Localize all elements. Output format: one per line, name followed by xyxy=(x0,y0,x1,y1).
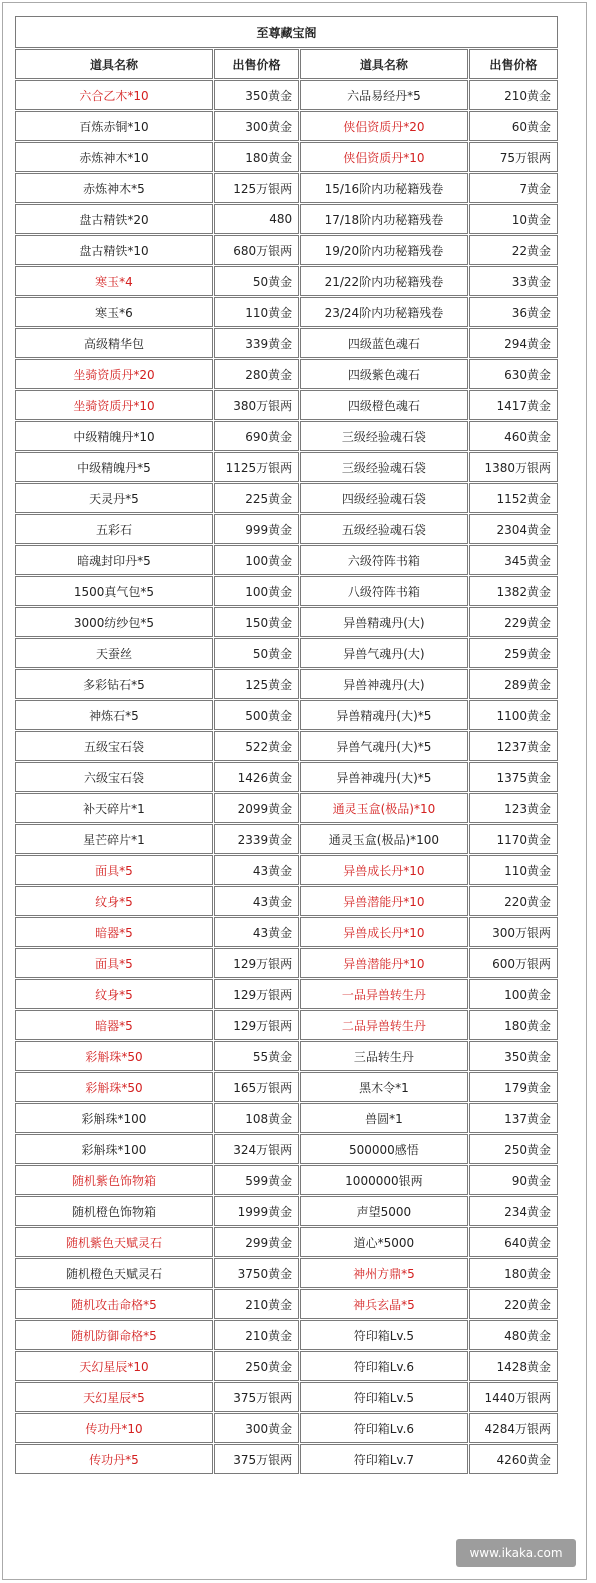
item-name-right: 异兽成长丹*10 xyxy=(300,855,467,885)
item-price-right: 345黄金 xyxy=(469,545,558,575)
item-name-left: 赤炼神木*10 xyxy=(15,142,213,172)
table-row xyxy=(15,700,558,730)
item-price-left: 2339黄金 xyxy=(214,824,299,854)
item-name-right: 三级经验魂石袋 xyxy=(300,452,467,482)
item-price-left: 225黄金 xyxy=(214,483,299,513)
item-price-right: 1428黄金 xyxy=(469,1351,558,1381)
table-row xyxy=(15,421,558,451)
table-row xyxy=(15,638,558,668)
item-name-right: 二品异兽转生丹 xyxy=(300,1010,467,1040)
item-name-right: 侠侣资质丹*10 xyxy=(300,142,467,172)
item-name-right: 道心*5000 xyxy=(300,1227,467,1257)
table-row xyxy=(15,576,558,606)
item-name-left: 彩斛珠*100 xyxy=(15,1134,213,1164)
item-name-left: 随机橙色天赋灵石 xyxy=(15,1258,213,1288)
item-name-right: 异兽气魂丹(大) xyxy=(300,638,467,668)
item-price-left: 280黄金 xyxy=(214,359,299,389)
item-name-left: 六合乙木*10 xyxy=(15,80,213,110)
item-name-right: 23/24阶内功秘籍残卷 xyxy=(300,297,467,327)
table-row xyxy=(15,824,558,854)
item-price-left: 480 xyxy=(214,204,299,234)
header-item-name-right: 道具名称 xyxy=(300,49,467,79)
table-row xyxy=(15,886,558,916)
item-price-left: 999黄金 xyxy=(214,514,299,544)
item-price-left: 1426黄金 xyxy=(214,762,299,792)
item-price-left: 522黄金 xyxy=(214,731,299,761)
item-name-right: 声望5000 xyxy=(300,1196,467,1226)
table-title: 至尊藏宝阁 xyxy=(15,16,558,48)
header-row xyxy=(15,49,558,79)
item-price-right: 1440万银两 xyxy=(469,1382,558,1412)
table-row xyxy=(15,762,558,792)
item-price-right: 1417黄金 xyxy=(469,390,558,420)
item-price-left: 350黄金 xyxy=(214,80,299,110)
item-name-right: 15/16阶内功秘籍残卷 xyxy=(300,173,467,203)
item-price-right: 7黄金 xyxy=(469,173,558,203)
item-name-left: 天幻星辰*5 xyxy=(15,1382,213,1412)
item-price-right: 350黄金 xyxy=(469,1041,558,1071)
item-name-left: 盘古精铁*10 xyxy=(15,235,213,265)
table-row xyxy=(15,1072,558,1102)
item-name-left: 盘古精铁*20 xyxy=(15,204,213,234)
table-row xyxy=(15,1382,558,1412)
item-name-right: 异兽神魂丹(大) xyxy=(300,669,467,699)
item-price-left: 180黄金 xyxy=(214,142,299,172)
item-price-left: 375万银两 xyxy=(214,1444,299,1474)
table-row xyxy=(15,948,558,978)
item-name-right: 五级经验魂石袋 xyxy=(300,514,467,544)
item-price-left: 1125万银两 xyxy=(214,452,299,482)
item-name-left: 百炼赤铜*10 xyxy=(15,111,213,141)
table-row xyxy=(15,1103,558,1133)
table-row xyxy=(15,1258,558,1288)
table-row xyxy=(15,1289,558,1319)
item-name-left: 五级宝石袋 xyxy=(15,731,213,761)
item-price-right: 33黄金 xyxy=(469,266,558,296)
item-name-left: 随机攻击命格*5 xyxy=(15,1289,213,1319)
item-name-right: 异兽精魂丹(大) xyxy=(300,607,467,637)
item-name-right: 四级经验魂石袋 xyxy=(300,483,467,513)
item-price-left: 100黄金 xyxy=(214,545,299,575)
item-price-right: 294黄金 xyxy=(469,328,558,358)
item-name-left: 神炼石*5 xyxy=(15,700,213,730)
item-price-right: 300万银两 xyxy=(469,917,558,947)
item-name-left: 随机紫色天赋灵石 xyxy=(15,1227,213,1257)
table-row xyxy=(15,266,558,296)
table-row xyxy=(15,1227,558,1257)
item-name-right: 六品易经丹*5 xyxy=(300,80,467,110)
item-price-left: 339黄金 xyxy=(214,328,299,358)
item-price-right: 220黄金 xyxy=(469,886,558,916)
item-price-right: 480黄金 xyxy=(469,1320,558,1350)
item-price-right: 180黄金 xyxy=(469,1258,558,1288)
item-name-right: 六级符阵书箱 xyxy=(300,545,467,575)
item-name-left: 寒玉*6 xyxy=(15,297,213,327)
table-row xyxy=(15,328,558,358)
item-price-right: 180黄金 xyxy=(469,1010,558,1040)
item-price-left: 375万银两 xyxy=(214,1382,299,1412)
table-row xyxy=(15,1320,558,1350)
item-name-right: 异兽成长丹*10 xyxy=(300,917,467,947)
item-price-right: 460黄金 xyxy=(469,421,558,451)
item-price-left: 43黄金 xyxy=(214,855,299,885)
item-name-left: 暗器*5 xyxy=(15,917,213,947)
item-name-left: 补天碎片*1 xyxy=(15,793,213,823)
table-row xyxy=(15,235,558,265)
item-price-left: 129万银两 xyxy=(214,1010,299,1040)
item-price-right: 36黄金 xyxy=(469,297,558,327)
item-name-right: 1000000银两 xyxy=(300,1165,467,1195)
item-price-right: 259黄金 xyxy=(469,638,558,668)
item-name-right: 符印箱Lv.5 xyxy=(300,1320,467,1350)
item-name-left: 坐骑资质丹*20 xyxy=(15,359,213,389)
price-table xyxy=(14,15,559,1475)
item-name-left: 星芒碎片*1 xyxy=(15,824,213,854)
item-name-right: 符印箱Lv.5 xyxy=(300,1382,467,1412)
table-row xyxy=(15,1413,558,1443)
item-price-left: 129万银两 xyxy=(214,979,299,1009)
table-row xyxy=(15,979,558,1009)
item-price-right: 229黄金 xyxy=(469,607,558,637)
table-row xyxy=(15,142,558,172)
item-price-left: 210黄金 xyxy=(214,1289,299,1319)
item-price-left: 690黄金 xyxy=(214,421,299,451)
item-name-left: 随机防御命格*5 xyxy=(15,1320,213,1350)
site-watermark: www.ikaka.com xyxy=(456,1539,576,1567)
item-name-right: 异兽潜能丹*10 xyxy=(300,948,467,978)
item-name-right: 异兽潜能丹*10 xyxy=(300,886,467,916)
item-name-right: 神兵玄晶*5 xyxy=(300,1289,467,1319)
item-name-left: 暗器*5 xyxy=(15,1010,213,1040)
item-name-left: 五彩石 xyxy=(15,514,213,544)
header-price-left: 出售价格 xyxy=(214,49,299,79)
header-item-name-left: 道具名称 xyxy=(15,49,213,79)
item-price-left: 324万银两 xyxy=(214,1134,299,1164)
item-price-right: 600万银两 xyxy=(469,948,558,978)
item-name-right: 符印箱Lv.6 xyxy=(300,1413,467,1443)
item-price-left: 300黄金 xyxy=(214,111,299,141)
item-name-left: 中级精魄丹*10 xyxy=(15,421,213,451)
item-price-left: 2099黄金 xyxy=(214,793,299,823)
table-row xyxy=(15,173,558,203)
item-name-left: 随机紫色饰物箱 xyxy=(15,1165,213,1195)
item-price-right: 1100黄金 xyxy=(469,700,558,730)
item-name-right: 异兽神魂丹(大)*5 xyxy=(300,762,467,792)
table-row xyxy=(15,607,558,637)
table-row xyxy=(15,917,558,947)
item-name-left: 坐骑资质丹*10 xyxy=(15,390,213,420)
table-row xyxy=(15,359,558,389)
item-price-left: 108黄金 xyxy=(214,1103,299,1133)
item-name-right: 通灵玉盒(极品)*100 xyxy=(300,824,467,854)
item-price-right: 1382黄金 xyxy=(469,576,558,606)
item-price-right: 1375黄金 xyxy=(469,762,558,792)
item-price-left: 125万银两 xyxy=(214,173,299,203)
item-price-right: 1237黄金 xyxy=(469,731,558,761)
item-name-right: 17/18阶内功秘籍残卷 xyxy=(300,204,467,234)
item-name-left: 传功丹*10 xyxy=(15,1413,213,1443)
item-price-left: 3750黄金 xyxy=(214,1258,299,1288)
item-price-right: 110黄金 xyxy=(469,855,558,885)
item-name-right: 一品异兽转生丹 xyxy=(300,979,467,1009)
item-name-left: 传功丹*5 xyxy=(15,1444,213,1474)
table-row xyxy=(15,793,558,823)
item-name-left: 彩斛珠*50 xyxy=(15,1072,213,1102)
item-name-right: 兽圆*1 xyxy=(300,1103,467,1133)
item-name-left: 六级宝石袋 xyxy=(15,762,213,792)
item-price-left: 50黄金 xyxy=(214,638,299,668)
item-price-left: 55黄金 xyxy=(214,1041,299,1071)
item-name-right: 四级橙色魂石 xyxy=(300,390,467,420)
item-name-right: 三品转生丹 xyxy=(300,1041,467,1071)
table-row xyxy=(15,452,558,482)
item-name-left: 面具*5 xyxy=(15,855,213,885)
item-price-right: 220黄金 xyxy=(469,1289,558,1319)
item-name-left: 1500真气包*5 xyxy=(15,576,213,606)
item-name-left: 中级精魄丹*5 xyxy=(15,452,213,482)
item-price-left: 300黄金 xyxy=(214,1413,299,1443)
item-price-right: 250黄金 xyxy=(469,1134,558,1164)
item-price-right: 234黄金 xyxy=(469,1196,558,1226)
table-row xyxy=(15,1351,558,1381)
item-price-right: 90黄金 xyxy=(469,1165,558,1195)
table-row xyxy=(15,1196,558,1226)
table-row xyxy=(15,297,558,327)
item-price-left: 210黄金 xyxy=(214,1320,299,1350)
item-name-right: 四级紫色魂石 xyxy=(300,359,467,389)
item-name-left: 天幻星辰*10 xyxy=(15,1351,213,1381)
item-name-left: 彩斛珠*100 xyxy=(15,1103,213,1133)
item-price-right: 137黄金 xyxy=(469,1103,558,1133)
item-name-left: 随机橙色饰物箱 xyxy=(15,1196,213,1226)
item-price-right: 100黄金 xyxy=(469,979,558,1009)
item-name-right: 黑木令*1 xyxy=(300,1072,467,1102)
item-price-left: 150黄金 xyxy=(214,607,299,637)
item-name-left: 天灵丹*5 xyxy=(15,483,213,513)
item-name-left: 面具*5 xyxy=(15,948,213,978)
table-row xyxy=(15,390,558,420)
table-row xyxy=(15,204,558,234)
item-price-left: 1999黄金 xyxy=(214,1196,299,1226)
table-row xyxy=(15,80,558,110)
table-row xyxy=(15,669,558,699)
item-price-right: 289黄金 xyxy=(469,669,558,699)
item-name-left: 纹身*5 xyxy=(15,886,213,916)
item-name-right: 异兽精魂丹(大)*5 xyxy=(300,700,467,730)
item-price-left: 125黄金 xyxy=(214,669,299,699)
item-name-right: 21/22阶内功秘籍残卷 xyxy=(300,266,467,296)
table-row xyxy=(15,545,558,575)
item-price-left: 680万银两 xyxy=(214,235,299,265)
item-price-right: 1170黄金 xyxy=(469,824,558,854)
item-price-right: 75万银两 xyxy=(469,142,558,172)
item-price-right: 22黄金 xyxy=(469,235,558,265)
item-price-right: 123黄金 xyxy=(469,793,558,823)
item-price-left: 380万银两 xyxy=(214,390,299,420)
item-name-right: 异兽气魂丹(大)*5 xyxy=(300,731,467,761)
item-price-right: 630黄金 xyxy=(469,359,558,389)
table-row xyxy=(15,731,558,761)
item-name-right: 侠侣资质丹*20 xyxy=(300,111,467,141)
table-row xyxy=(15,855,558,885)
title-row xyxy=(15,16,558,48)
item-name-left: 多彩钻石*5 xyxy=(15,669,213,699)
item-price-left: 599黄金 xyxy=(214,1165,299,1195)
item-name-right: 500000感悟 xyxy=(300,1134,467,1164)
table-row xyxy=(15,483,558,513)
item-price-left: 100黄金 xyxy=(214,576,299,606)
item-price-right: 4284万银两 xyxy=(469,1413,558,1443)
item-price-left: 299黄金 xyxy=(214,1227,299,1257)
item-price-left: 129万银两 xyxy=(214,948,299,978)
item-price-left: 110黄金 xyxy=(214,297,299,327)
item-price-left: 50黄金 xyxy=(214,266,299,296)
table-row xyxy=(15,1165,558,1195)
item-name-left: 纹身*5 xyxy=(15,979,213,1009)
item-price-left: 500黄金 xyxy=(214,700,299,730)
item-name-left: 寒玉*4 xyxy=(15,266,213,296)
item-price-left: 43黄金 xyxy=(214,886,299,916)
item-name-right: 符印箱Lv.6 xyxy=(300,1351,467,1381)
item-name-left: 彩斛珠*50 xyxy=(15,1041,213,1071)
item-name-right: 四级蓝色魂石 xyxy=(300,328,467,358)
item-price-right: 1152黄金 xyxy=(469,483,558,513)
item-price-right: 10黄金 xyxy=(469,204,558,234)
item-name-right: 八级符阵书箱 xyxy=(300,576,467,606)
item-price-right: 2304黄金 xyxy=(469,514,558,544)
item-name-left: 高级精华包 xyxy=(15,328,213,358)
table-row xyxy=(15,1041,558,1071)
item-name-left: 3000纺纱包*5 xyxy=(15,607,213,637)
item-name-left: 赤炼神木*5 xyxy=(15,173,213,203)
table-row xyxy=(15,111,558,141)
item-name-right: 符印箱Lv.7 xyxy=(300,1444,467,1474)
item-name-right: 通灵玉盒(极品)*10 xyxy=(300,793,467,823)
item-name-left: 天蚕丝 xyxy=(15,638,213,668)
item-name-right: 神州方鼎*5 xyxy=(300,1258,467,1288)
item-price-right: 210黄金 xyxy=(469,80,558,110)
item-price-right: 179黄金 xyxy=(469,1072,558,1102)
table-row xyxy=(15,1134,558,1164)
item-price-right: 1380万银两 xyxy=(469,452,558,482)
item-price-left: 43黄金 xyxy=(214,917,299,947)
page-frame xyxy=(2,2,587,1580)
item-name-right: 三级经验魂石袋 xyxy=(300,421,467,451)
header-price-right: 出售价格 xyxy=(469,49,558,79)
item-name-right: 19/20阶内功秘籍残卷 xyxy=(300,235,467,265)
item-price-right: 4260黄金 xyxy=(469,1444,558,1474)
item-price-left: 165万银两 xyxy=(214,1072,299,1102)
item-price-right: 60黄金 xyxy=(469,111,558,141)
item-price-left: 250黄金 xyxy=(214,1351,299,1381)
table-row xyxy=(15,1010,558,1040)
item-price-right: 640黄金 xyxy=(469,1227,558,1257)
table-row xyxy=(15,1444,558,1474)
item-name-left: 暗魂封印丹*5 xyxy=(15,545,213,575)
table-row xyxy=(15,514,558,544)
